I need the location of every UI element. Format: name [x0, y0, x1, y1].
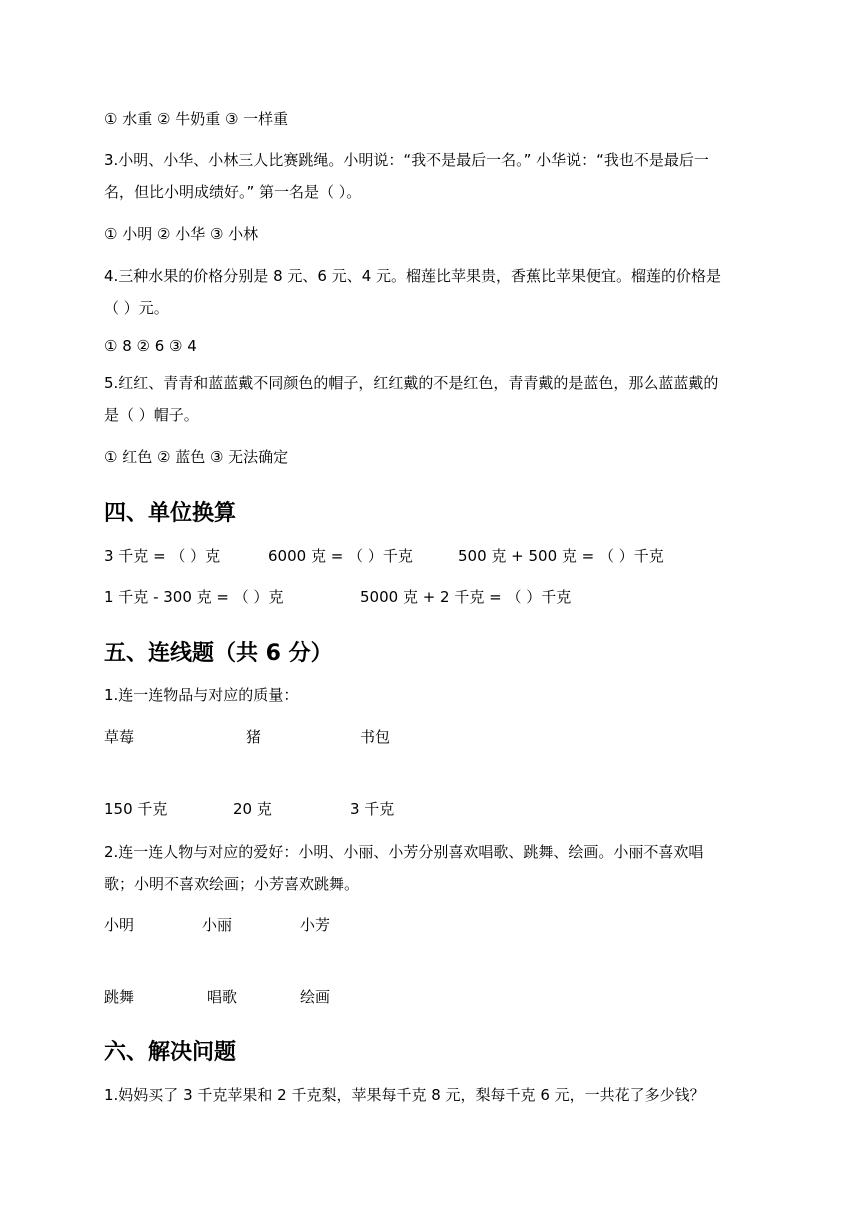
problem-q1-text: 1.妈妈买了 3 千克苹果和 2 千克梨，苹果每千克 8 元，梨每千克 6 元，一共花了多少钱？	[104, 1086, 705, 1104]
matching-hobby: 唱歌	[207, 988, 238, 1006]
conversion-item: 1 千克 - 300 克 = （ ）克	[104, 588, 284, 606]
q5-text-line1: 5.红红、青青和蓝蓝戴不同颜色的帽子，红红戴的不是红色，青青戴的是蓝色，那么蓝蓝戴的	[104, 374, 719, 392]
q3-text-line2: 名，但比小明成绩好。” 第一名是（ ）。	[104, 183, 362, 201]
matching-item: 草莓	[104, 728, 135, 746]
matching-q2-text-line1: 2.连一连人物与对应的爱好：小明、小丽、小芳分别喜欢唱歌、跳舞、绘画。小丽不喜欢唱	[104, 843, 704, 861]
q3-text-line1: 3.小明、小华、小林三人比赛跳绳。小明说：“我不是最后一名。” 小华说：“我也不是最后一	[104, 151, 709, 169]
conversion-item: 6000 克 = （ ）千克	[268, 547, 413, 565]
matching-hobby: 绘画	[300, 988, 331, 1006]
section4-title: 四、单位换算	[104, 501, 237, 526]
matching-weight: 3 千克	[350, 800, 395, 818]
q2-options: ① 水重 ② 牛奶重 ③ 一样重	[104, 110, 289, 128]
q5-options: ① 红色 ② 蓝色 ③ 无法确定	[104, 448, 289, 466]
matching-person: 小丽	[202, 916, 233, 934]
matching-weight: 150 千克	[104, 800, 168, 818]
matching-item: 猪	[246, 728, 262, 746]
section5-title: 五、连线题（共 6 分）	[104, 641, 333, 666]
q4-text-line1: 4.三种水果的价格分别是 8 元、6 元、4 元。榴莲比苹果贵，香蕉比苹果便宜。榴莲的价格是	[104, 267, 722, 285]
q4-options: ① 8 ② 6 ③ 4	[104, 337, 197, 355]
q5-text-line2: 是（ ）帽子。	[104, 406, 199, 424]
matching-q2-text-line2: 歌；小明不喜欢绘画；小芳喜欢跳舞。	[104, 875, 360, 893]
conversion-item: 500 克 + 500 克 = （ ）千克	[458, 547, 664, 565]
conversion-item: 5000 克 + 2 千克 = （ ）千克	[360, 588, 572, 606]
matching-person: 小芳	[300, 916, 331, 934]
matching-q1-prompt: 1.连一连物品与对应的质量：	[104, 686, 299, 704]
section6-title: 六、解决问题	[104, 1040, 237, 1065]
matching-weight: 20 克	[233, 800, 272, 818]
conversion-item: 3 千克 = （ ）克	[104, 547, 221, 565]
q3-options: ① 小明 ② 小华 ③ 小林	[104, 225, 259, 243]
q4-text-line2: （ ）元。	[104, 299, 169, 317]
matching-item: 书包	[360, 728, 391, 746]
matching-hobby: 跳舞	[104, 988, 135, 1006]
matching-person: 小明	[104, 916, 135, 934]
